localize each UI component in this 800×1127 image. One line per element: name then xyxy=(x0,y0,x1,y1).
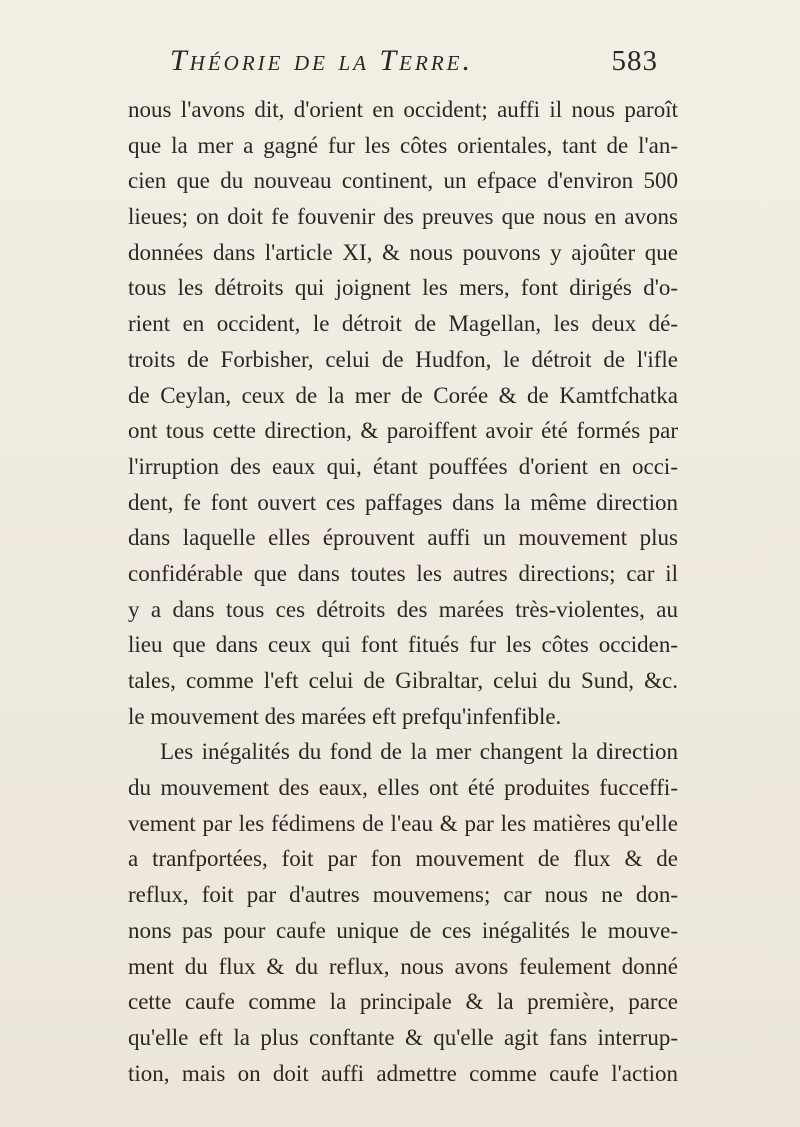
text-line: troits de Forbisher, celui de Hudfon, le détroit de l'ifle xyxy=(128,346,678,372)
text-line: ont tous cette direction, & paroiffent avoir été formés par xyxy=(128,418,678,444)
text-line: vement par les fédimens de l'eau & par les matières qu'elle xyxy=(128,810,678,836)
text-line: cette caufe comme la principale & la première, parce xyxy=(128,989,678,1015)
text-line: que la mer a gagné fur les côtes orientales, tant de l'an- xyxy=(128,132,678,158)
text-line: cien que du nouveau continent, un efpace d'environ 500 xyxy=(128,168,678,194)
text-line: l'irruption des eaux qui, étant pouffées d'orient en occi- xyxy=(128,453,678,479)
text-line: reflux, foit par d'autres mouvemens; car nous ne don- xyxy=(128,882,678,908)
text-line: tales, comme l'eft celui de Gibraltar, celui du Sund, &c. xyxy=(128,668,678,693)
text-line: du mouvement des eaux, elles ont été produites fucceffi- xyxy=(128,775,678,801)
paragraph-start-line: Les inégalités du fond de la mer changent la direction xyxy=(160,739,678,765)
text-line: ment du flux & du reflux, nous avons feulement donné xyxy=(128,953,678,979)
text-line: lieues; on doit fe fouvenir des preuves que nous en avons xyxy=(128,204,678,230)
paragraph-end-line: le mouvement des marées eft prefqu'infenfible. xyxy=(128,703,562,729)
text-line: tous les détroits qui joignent les mers, font dirigés d'o- xyxy=(128,275,678,301)
running-title: Théorie de la Terre. xyxy=(170,44,473,77)
text-line: nons pas pour caufe unique de ces inégalités le mouve- xyxy=(128,917,678,943)
text-line: tion, mais on doit auffi admettre comme caufe l'action xyxy=(128,1060,678,1086)
text-line: qu'elle eft la plus conftante & qu'elle agit fans interrup- xyxy=(128,1024,678,1050)
body-text xyxy=(128,92,678,1091)
text-line: nous l'avons dit, d'orient en occident; auffi il nous paroît xyxy=(128,97,678,122)
text-line: confidérable que dans toutes les autres directions; car il xyxy=(128,560,678,586)
text-line: rient en occident, le détroit de Magellan, les deux dé- xyxy=(128,311,678,337)
text-line: a tranfportées, foit par fon mouvement de flux & de xyxy=(128,846,678,872)
text-line: données dans l'article XI, & nous pouvons y ajoûter que xyxy=(128,239,678,265)
page-number: 583 xyxy=(611,45,658,77)
running-head xyxy=(170,44,670,84)
text-line: dent, fe font ouvert ces paffages dans la même direction xyxy=(128,489,678,515)
text-line: de Ceylan, ceux de la mer de Corée & de Kamtfchatka xyxy=(128,382,678,408)
text-line: y a dans tous ces détroits des marées très-violentes, au xyxy=(128,596,678,622)
text-line: dans laquelle elles éprouvent auffi un mouvement plus xyxy=(128,525,678,551)
text-line: lieu que dans ceux qui font fitués fur les côtes occiden- xyxy=(128,632,678,658)
